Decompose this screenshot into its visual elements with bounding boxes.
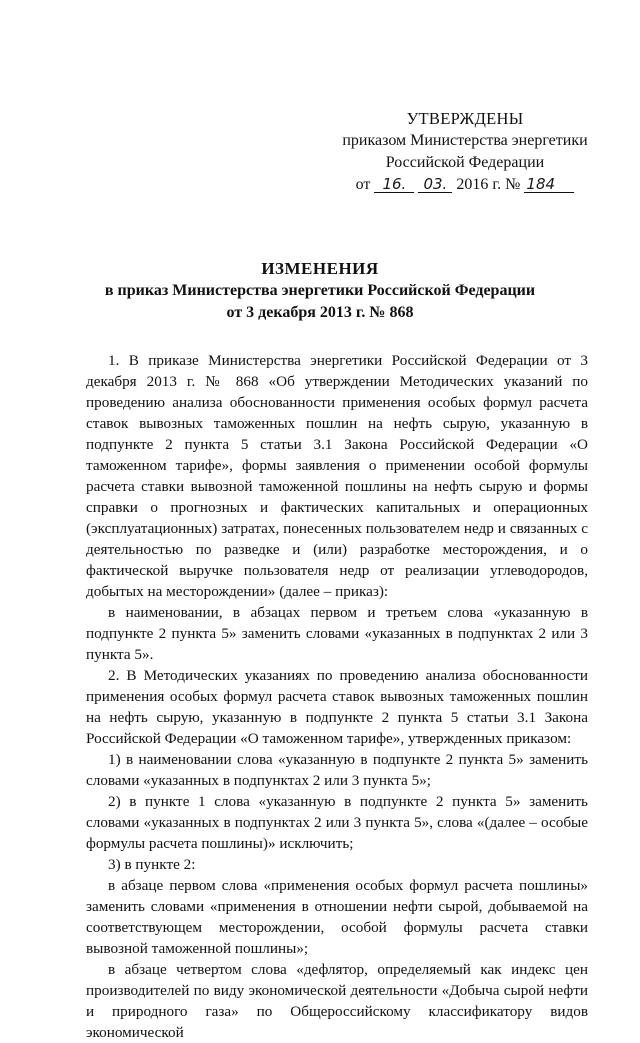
handwritten-day: 16. <box>374 176 414 193</box>
paragraph: 2) в пункте 1 слова «указанную в подпункте 2 пункта 5» заменить словами «указанных в подпунктах 2 или 3 пункта 5», слова «(далее – особые формулы расчета пошлины)» исключить; <box>86 793 588 852</box>
paragraph: в абзаце первом слова «применения особых формул расчета пошлины» заменить словами «применения в отношении нефти сырой, добываемой на соответствующем месторождении, особой формулы расчета ставки вывозной таможенной пошлины»; <box>86 877 588 957</box>
document-title <box>0 258 640 324</box>
paragraph: в наименовании, в абзацах первом и третьем слова «указанную в подпункте 2 пункта 5» заменить словами «указанных в подпунктах 2 или 3 пункта 5». <box>86 604 588 663</box>
handwritten-month: 03. <box>418 176 452 193</box>
approval-block <box>340 108 590 196</box>
paragraph: в абзаце четвертом слова «дефлятор, определяемый как индекс цен производителей по виду экономической деятельности «Добыча сырой нефти и природного газа» по Общероссийскому классификатору видов экономической <box>86 961 588 1041</box>
handwritten-order-number: 184 <box>524 176 574 193</box>
paragraph: 1) в наименовании слова «указанную в подпункте 2 пункта 5» заменить словами «указанных в подпунктах 2 или 3 пункта 5»; <box>86 751 588 789</box>
paragraph: 2. В Методических указаниях по проведению анализа обоснованности применения особых формул расчета ставок вывозных таможенных пошлин на нефть сырую, указанную в подпункте 2 пункта 5 статьи 3.1 Закона Российской Федерации «О таможенном тарифе», утвержденных приказом: <box>86 667 588 747</box>
document-body <box>86 350 588 1043</box>
date-prefix: от <box>355 176 371 193</box>
approval-date-line <box>340 174 590 196</box>
paragraph: 1. В приказе Министерства энергетики Российской Федерации от 3 декабря 2013 г. № 868 «Об утверждении Методических указаний по проведению анализа обоснованности применения особых формул расчета ставок вывозных таможенных пошлин на нефть сырую, указанную в подпункте 2 пункта 5 статьи 3.1 Закона Российской Федерации «О таможенном тарифе», формы заявления о применении особой формулы расчета ставки вывозной таможенной пошлины на нефть сырую и формы справки о прогнозных и фактических капитальных и операционных (эксплуатационных) затратах, понесенных пользователем недр и связанных с деятельностью по разведке и (или) разработке месторождения, и о фактической выручке пользователя недр от реализации углеводородов, добытых на месторождении» (далее – приказ): <box>86 352 588 600</box>
title-line-1: в приказ Министерства энергетики Российской Федерации <box>104 282 536 299</box>
title-line-2: от 3 декабря 2013 г. № 868 <box>226 304 414 321</box>
date-year: 2016 г. № <box>456 176 521 193</box>
paragraph: 3) в пункте 2: <box>108 856 196 873</box>
title-heading: ИЗМЕНЕНИЯ <box>261 259 379 278</box>
approval-line-ministry: приказом Министерства энергетики <box>342 132 588 149</box>
approval-line-federation: Российской Федерации <box>385 154 545 171</box>
approval-heading: УТВЕРЖДЕНЫ <box>406 109 524 128</box>
